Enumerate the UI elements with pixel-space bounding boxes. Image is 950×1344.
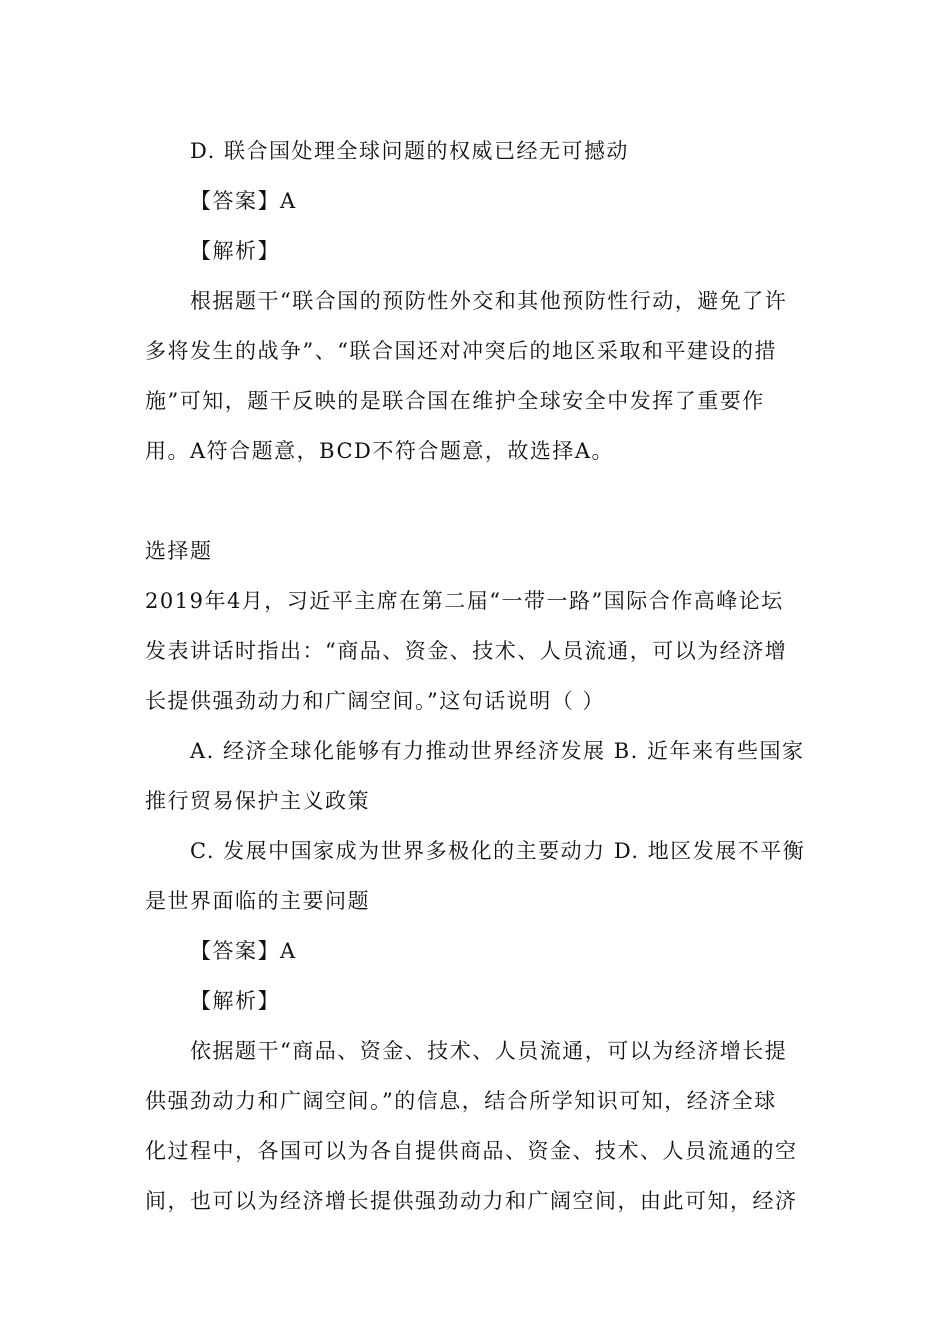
question-analysis-line: 供强劲动力和广阔空间。”的信息，结合所学知识可知，经济全球 (145, 1089, 777, 1113)
question-option-line: A. 经济全球化能够有力推动世界经济发展 B. 近年来有些国家 (190, 739, 805, 763)
prev-answer: 【答案】A (190, 189, 297, 213)
question-answer: 【答案】A (190, 939, 297, 963)
prev-analysis-label: 【解析】 (190, 239, 280, 263)
question-analysis-label: 【解析】 (190, 989, 280, 1013)
prev-option-d: D. 联合国处理全球问题的权威已经无可撼动 (190, 139, 629, 163)
question-stem-line: 2019年4月，习近平主席在第二届“一带一路”国际合作高峰论坛 (145, 589, 784, 613)
question-stem-line: 发表讲话时指出：“商品、资金、技术、人员流通，可以为经济增 (145, 639, 788, 663)
question-option-line: 是世界面临的主要问题 (145, 889, 370, 913)
prev-analysis-line: 施”可知，题干反映的是联合国在维护全球安全中发挥了重要作 (145, 389, 765, 413)
question-option-line: C. 发展中国家成为世界多极化的主要动力 D. 地区发展不平衡 (190, 839, 806, 863)
question-type-label: 选择题 (145, 539, 213, 563)
question-option-line: 推行贸易保护主义政策 (145, 789, 370, 813)
question-analysis-line: 间，也可以为经济增长提供强劲动力和广阔空间，由此可知，经济 (145, 1189, 798, 1213)
prev-analysis-line: 多将发生的战争”、“联合国还对冲突后的地区采取和平建设的措 (145, 339, 777, 363)
prev-analysis-line: 根据题干“联合国的预防性外交和其他预防性行动，避免了许 (190, 289, 788, 313)
question-analysis-line: 化过程中，各国可以为各自提供商品、资金、技术、人员流通的空 (145, 1139, 798, 1163)
question-analysis-line: 依据题干“商品、资金、技术、人员流通，可以为经济增长提 (190, 1039, 788, 1063)
prev-analysis-line: 用。A符合题意，BCD不符合题意，故选择A。 (145, 439, 615, 463)
question-stem-line: 长提供强劲动力和广阔空间。”这句话说明（ ） (145, 689, 605, 713)
